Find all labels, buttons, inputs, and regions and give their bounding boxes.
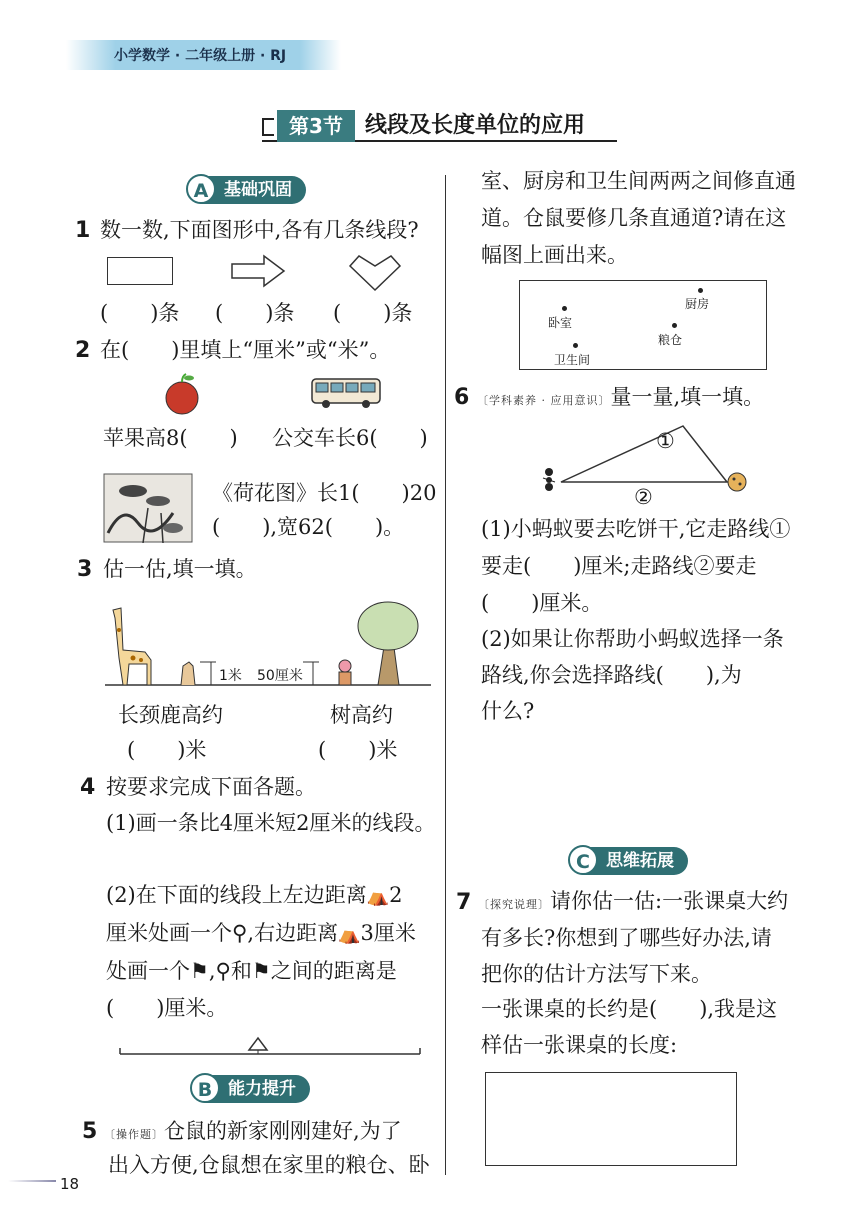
tree-marker-icon-2: ⚲ (215, 959, 231, 983)
q3-tree-blank[interactable]: ( )米 (318, 738, 398, 762)
q3-giraffe-label: 长颈鹿高约 (118, 703, 223, 727)
ant-icon (543, 468, 555, 491)
q5-right-line1: 室、厨房和卫生间两两之间修直通 (481, 169, 796, 193)
tree-marker-icon: ⚲ (232, 921, 248, 945)
q4-part2-line4[interactable]: ( )厘米。 (106, 996, 228, 1020)
lotus-painting-icon (103, 473, 193, 543)
q4-part2-line1-text: (2)在下面的线段上左边距离 (106, 883, 367, 907)
q7-tag: 〔探究说理〕 (478, 898, 550, 911)
section-c-letter: C (568, 845, 598, 875)
tent-icon-2: ⛺ (338, 924, 361, 945)
bus-icon (310, 376, 382, 410)
toilet-label: 卫生间 (554, 353, 591, 367)
q7-line4[interactable]: 一张课桌的长约是( ),我是这 (481, 997, 778, 1021)
q4-part2-line3-d: 之间的距离是 (270, 959, 397, 983)
bedroom-dot (562, 306, 567, 311)
section-b-letter: B (190, 1073, 220, 1103)
q2-lotus-line1[interactable]: 《荷花图》长1( )20 (212, 481, 437, 505)
section-a-header (188, 176, 306, 204)
footer-decoration (8, 1180, 56, 1182)
section-a-letter: A (186, 174, 216, 204)
q1-blank-3[interactable]: ( )条 (333, 301, 413, 325)
q1-blank-2[interactable]: ( )条 (215, 301, 295, 325)
q6-title (477, 384, 764, 411)
q5-right-line2: 道。仓鼠要修几条直通道?请在这 (481, 206, 787, 230)
q7-answer-box[interactable] (485, 1072, 737, 1166)
kitchen-label: 厨房 (685, 297, 710, 311)
q7-line2: 有多长?你想到了哪些好办法,请 (481, 926, 772, 950)
q5-line1-text: 仓鼠的新家刚刚建好,为了 (164, 1119, 402, 1143)
section-b-title: 能力提升 (228, 1079, 296, 1099)
book-title: 小学数学 · 二年级上册 · RJ (114, 48, 287, 64)
tent-icon: ⛺ (366, 886, 390, 907)
q5-house-map[interactable] (519, 280, 767, 370)
q3-label-1m: 1米 (219, 668, 242, 684)
section-b-header (192, 1075, 310, 1103)
q3-tree-label: 树高约 (330, 703, 393, 727)
q6-part1-line1: (1)小蚂蚁要去吃饼干,它走路线① (481, 517, 791, 541)
q5-tag: 〔操作题〕 (104, 1128, 164, 1141)
q6-part2-line3: 什么? (481, 699, 535, 723)
q4-part2-line2 (106, 920, 416, 947)
q2-text: 在( )里填上“厘米”或“米”。 (100, 338, 391, 362)
book-banner (66, 40, 341, 70)
cookie-icon (728, 473, 746, 491)
q6-text: 量一量,填一填。 (610, 385, 765, 409)
q1-blank-1[interactable]: ( )条 (100, 301, 180, 325)
arrow-figure-icon (230, 254, 286, 288)
page-number: 18 (60, 1175, 80, 1193)
q4-part2-line3-a: 处画一个 (106, 959, 190, 983)
q4-part2-line2-c: 3厘米 (360, 921, 416, 945)
granary-label: 粮仓 (658, 333, 683, 347)
q5-right-line3: 幅图上画出来。 (481, 243, 628, 267)
heart-figure-icon (347, 252, 403, 292)
q2-lotus-line2[interactable]: ( ),宽62( )。 (212, 515, 405, 539)
q4-part2-line3-c: 和 (230, 959, 252, 983)
section-c-title: 思维拓展 (606, 851, 674, 871)
q7-line5: 样估一张课桌的长度: (481, 1033, 678, 1057)
q4-part2-line3 (106, 958, 397, 985)
q1-text: 数一数,下面图形中,各有几条线段? (100, 218, 419, 242)
q5-line2: 出入方便,仓鼠想在家里的粮仓、卧 (108, 1153, 430, 1177)
q5-line1 (104, 1118, 402, 1145)
sign-marker-icon-2: ⚑ (251, 959, 271, 983)
q6-part2-line2[interactable]: 路线,你会选择路线( ),为 (481, 663, 742, 687)
q6-part1-line2[interactable]: 要走( )厘米;走路线②要走 (481, 554, 757, 578)
q4-part2-line1 (106, 882, 403, 909)
q3-number: 3 (77, 557, 93, 582)
column-divider (445, 175, 446, 1175)
route-1-label: ① (656, 429, 675, 453)
q3-label-50cm: 50厘米 (257, 668, 303, 684)
q4-part2-line1-num: 2 (389, 883, 403, 907)
q2-number: 2 (75, 338, 91, 363)
section-mark (262, 118, 274, 136)
q4-part2-line3-b: , (208, 959, 216, 983)
q5-number: 5 (82, 1119, 98, 1144)
q7-line1 (478, 888, 788, 915)
apple-icon (160, 372, 204, 416)
q7-line3: 把你的估计方法写下来。 (481, 962, 712, 986)
section-a-title: 基础巩固 (224, 180, 292, 200)
sign-marker-icon: ⚑ (190, 959, 209, 983)
q6-number: 6 (454, 385, 470, 410)
rectangle-figure (107, 257, 173, 285)
bedroom-label: 卧室 (548, 316, 573, 330)
q4-number: 4 (80, 775, 96, 800)
q6-tag: 〔学科素养 · 应用意识〕 (477, 394, 611, 407)
q4-line-segment[interactable] (118, 1034, 422, 1060)
q4-part1: (1)画一条比4厘米短2厘米的线段。 (106, 811, 436, 835)
granary-dot (672, 323, 677, 328)
section-c-header (570, 847, 688, 875)
route-2-label: ② (634, 485, 653, 509)
q7-line1-text: 请你估一估:一张课桌大约 (550, 889, 789, 913)
q4-text: 按要求完成下面各题。 (106, 775, 316, 799)
q7-number: 7 (456, 890, 472, 915)
toilet-dot (573, 343, 578, 348)
q4-part2-line2-b: ,右边距离 (247, 921, 339, 945)
q3-giraffe-blank[interactable]: ( )米 (127, 738, 207, 762)
q2-bus[interactable]: 公交车长6( ) (272, 426, 428, 450)
kitchen-dot (698, 288, 703, 293)
q6-part1-line3[interactable]: ( )厘米。 (481, 591, 603, 615)
section-badge: 第3节 (277, 110, 355, 142)
q4-part2-line2-a: 厘米处画一个 (106, 921, 232, 945)
q6-part2-line1: (2)如果让你帮助小蚂蚁选择一条 (481, 627, 784, 651)
q1-number: 1 (75, 218, 91, 243)
section-title: 线段及长度单位的应用 (365, 113, 586, 138)
q2-apple[interactable]: 苹果高8( ) (103, 426, 238, 450)
q3-text: 估一估,填一填。 (103, 557, 257, 581)
